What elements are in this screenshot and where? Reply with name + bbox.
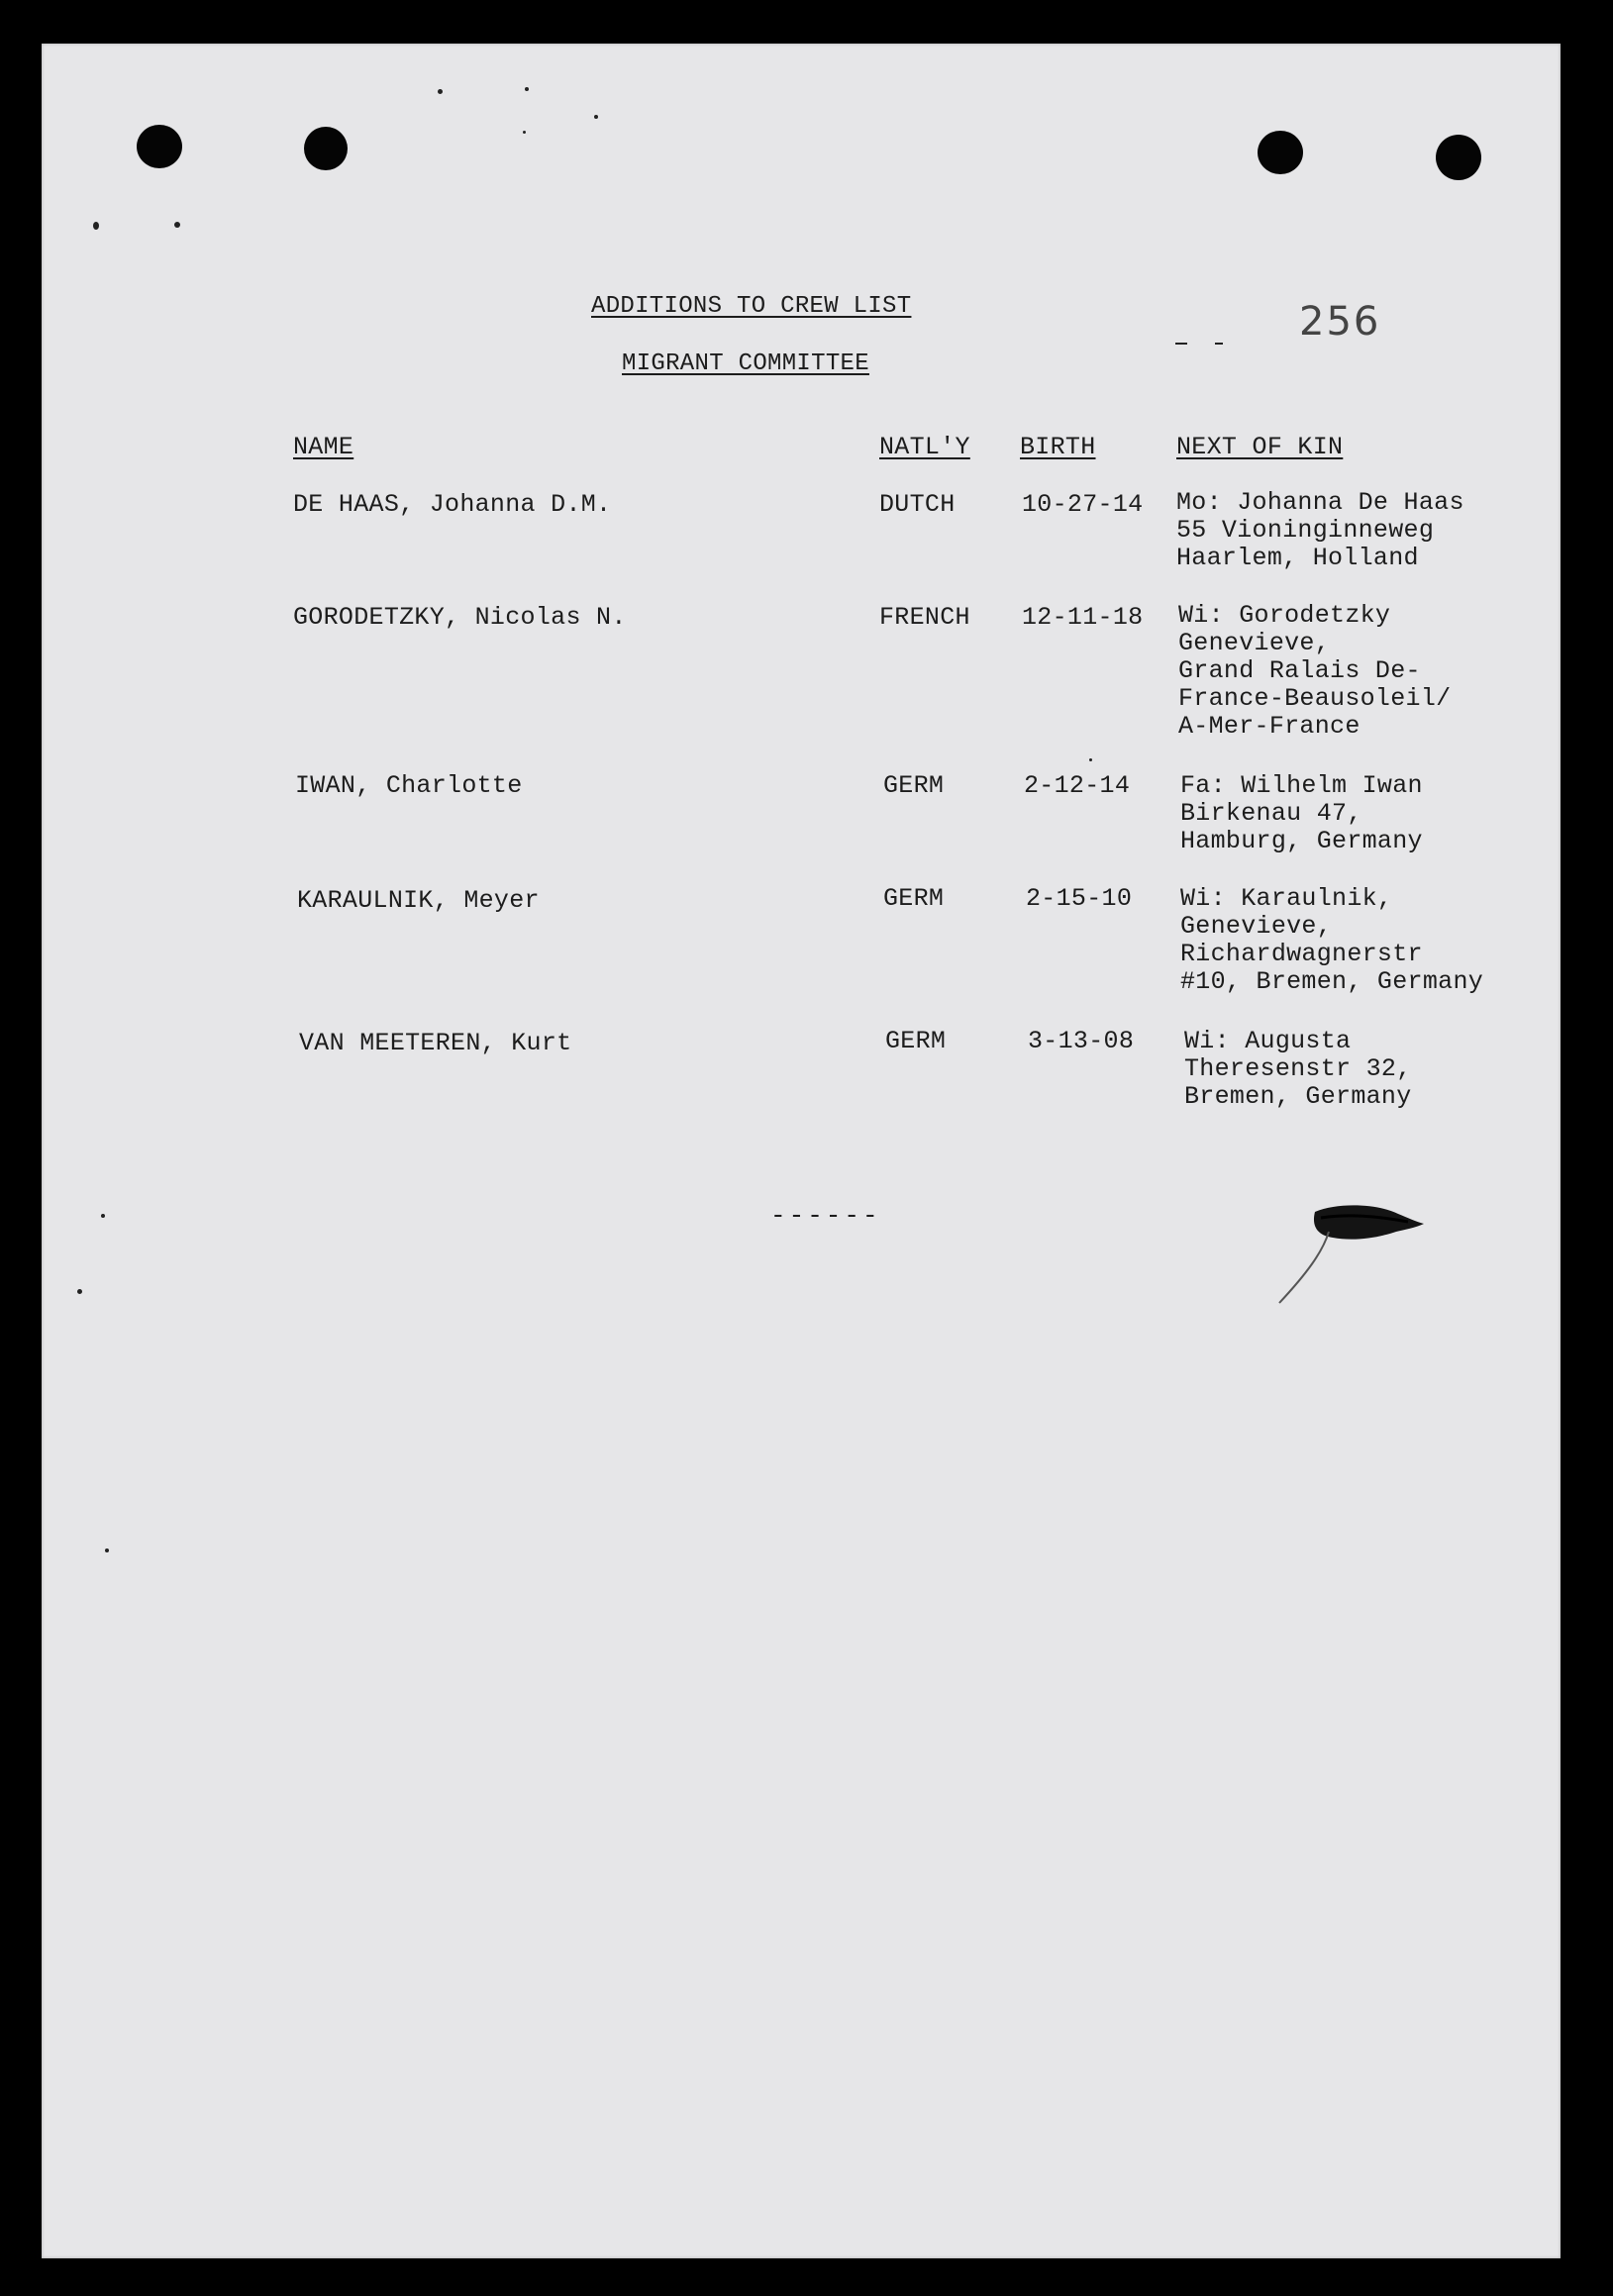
row-birth: 2-12-14 [1024,771,1131,800]
row-birth: 10-27-14 [1022,490,1144,519]
speck [1215,343,1223,345]
punch-hole-3 [1258,131,1303,174]
row-nationality: GERM [883,771,945,800]
speck [1175,343,1187,345]
row-name: KARAULNIK, Meyer [297,886,540,915]
row-kin-line: Wi: Karaulnik, [1180,884,1393,913]
row-name: IWAN, Charlotte [295,771,523,800]
row-name: DE HAAS, Johanna D.M. [293,490,612,519]
row-birth: 3-13-08 [1028,1027,1135,1055]
row-kin-line: Genevieve, [1180,912,1333,941]
row-birth: 2-15-10 [1026,884,1133,913]
row-kin-line: Bremen, Germany [1184,1082,1412,1111]
punch-hole-1 [137,125,182,168]
row-nationality: GERM [885,1027,947,1055]
row-kin-line: Fa: Wilhelm Iwan [1180,771,1423,800]
end-of-list-dashes: ------ [770,1201,881,1231]
row-kin-line: France-Beausoleil/ [1178,684,1452,713]
document-title: ADDITIONS TO CREW LIST [591,293,912,320]
column-header-nationality: NATL'Y [879,433,970,461]
column-header-birth: BIRTH [1020,433,1096,461]
row-nationality: GERM [883,884,945,913]
row-kin-line: Birkenau 47, [1180,799,1362,828]
row-name: GORODETZKY, Nicolas N. [293,603,627,632]
speck [101,1214,105,1218]
row-kin-line: #10, Bremen, Germany [1180,967,1484,996]
row-name: VAN MEETEREN, Kurt [299,1029,572,1057]
row-kin-line: 55 Vioninginneweg [1176,516,1435,545]
row-nationality: FRENCH [879,603,970,632]
row-birth: 12-11-18 [1022,603,1144,632]
ink-smudge-mark [1260,1192,1448,1331]
row-kin-line: Wi: Gorodetzky [1178,601,1391,630]
row-kin-line: Richardwagnerstr [1180,940,1423,968]
speck [77,1289,82,1294]
row-kin-line: Genevieve, [1178,629,1331,657]
row-kin-line: A-Mer-France [1178,712,1361,741]
speck [594,115,598,119]
punch-hole-2 [304,127,348,170]
row-kin-line: Hamburg, Germany [1180,827,1423,855]
speck [525,87,529,91]
speck [105,1548,109,1552]
row-kin-line: Wi: Augusta [1184,1027,1352,1055]
column-header-next-of-kin: NEXT OF KIN [1176,433,1344,461]
page-number: 256 [1299,299,1381,345]
speck [523,131,526,134]
document-page [42,44,1561,2258]
row-nationality: DUTCH [879,490,956,519]
speck [1089,758,1092,761]
speck [174,222,180,228]
speck [93,222,99,230]
row-kin-line: Mo: Johanna De Haas [1176,488,1464,517]
row-kin-line: Haarlem, Holland [1176,544,1419,572]
row-kin-line: Grand Ralais De- [1178,656,1421,685]
row-kin-line: Theresenstr 32, [1184,1054,1412,1083]
document-subtitle: MIGRANT COMMITTEE [622,350,869,377]
column-header-name: NAME [293,433,354,461]
speck [438,89,443,94]
punch-hole-4 [1436,135,1481,180]
